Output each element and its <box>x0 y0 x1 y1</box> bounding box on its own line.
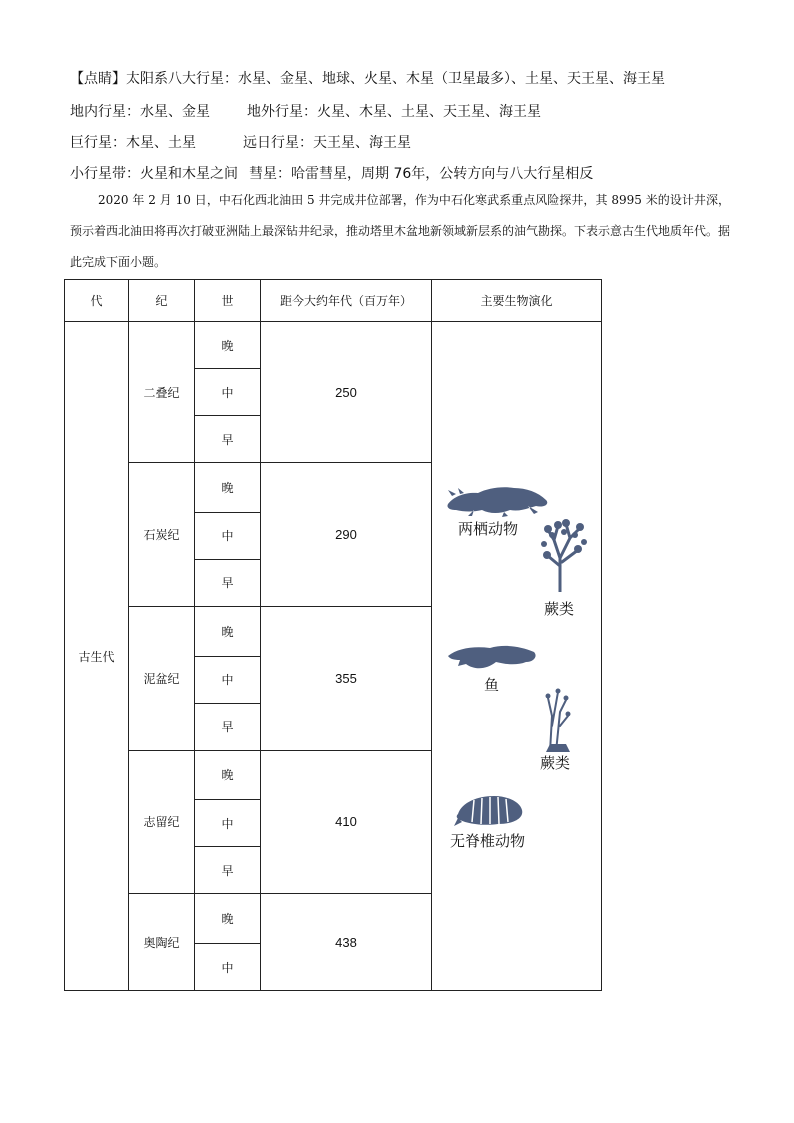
period-cell: 泥盆纪 <box>129 606 195 750</box>
age-cell: 250 <box>261 322 432 463</box>
epoch-cell: 早 <box>195 559 261 606</box>
label-fish: 鱼 <box>484 677 500 694</box>
note-line-planets <box>70 68 665 88</box>
period-cell: 志留纪 <box>129 750 195 894</box>
comet: 彗星：哈雷彗星，周期 76年，公转方向与八大行星相反 <box>249 166 594 182</box>
label-fern-2: 蕨类 <box>540 755 571 772</box>
note-line-asteroid-comet <box>70 163 594 183</box>
header-period: 纪 <box>129 280 195 322</box>
evolution-illustration <box>432 322 601 990</box>
period-cell: 石炭纪 <box>129 463 195 607</box>
planets-list: 太阳系八大行星：水星、金星、地球、火星、木星（卫星最多）、土星、天王星、海王星 <box>126 71 665 87</box>
epoch-cell: 晚 <box>195 463 261 513</box>
epoch-cell: 中 <box>195 944 261 991</box>
age-cell: 355 <box>261 606 432 750</box>
note-line-inner-outer <box>70 101 541 121</box>
period-cell: 奥陶纪 <box>129 894 195 991</box>
fern-tree-illustration <box>540 518 588 592</box>
question-passage <box>70 185 730 278</box>
period-cell: 二叠纪 <box>129 322 195 463</box>
invertebrate-illustration <box>454 792 526 828</box>
epoch-cell: 中 <box>195 656 261 703</box>
epoch-cell: 晚 <box>195 750 261 800</box>
inner-planets: 地内行星：水星、金星 <box>70 104 210 120</box>
label-fern-1: 蕨类 <box>544 601 575 618</box>
epoch-cell: 晚 <box>195 606 261 656</box>
table-row <box>65 322 602 369</box>
giant-planets: 巨行星：木星、土星 <box>70 135 196 151</box>
epoch-cell: 中 <box>195 369 261 416</box>
header-epoch: 世 <box>195 280 261 322</box>
passage-text: 2020 年 2 月 10 日，中石化西北油田 5 井完成井位部署，作为中石化寒武系重点风险探井，其 8995 米的设计井深，预示着西北油田将再次打破亚洲陆上最深钻井纪录，推动塔里木盆地新领域新层系的油气勘探。下表示意古生代地质年代。据此完成下面小题。 <box>70 193 731 269</box>
label-amphibian: 两栖动物 <box>458 521 519 538</box>
epoch-cell: 早 <box>195 416 261 463</box>
age-cell: 438 <box>261 894 432 991</box>
era-cell: 古生代 <box>65 322 129 991</box>
label-invertebrate: 无脊椎动物 <box>450 833 526 850</box>
age-cell: 290 <box>261 463 432 607</box>
geologic-time-table <box>64 279 602 991</box>
table-header-row <box>65 280 602 322</box>
epoch-cell: 晚 <box>195 322 261 369</box>
header-age: 距今大约年代（百万年） <box>261 280 432 322</box>
epoch-cell: 中 <box>195 800 261 847</box>
age-cell: 410 <box>261 750 432 894</box>
fish-illustration <box>446 640 538 672</box>
epoch-cell: 早 <box>195 847 261 894</box>
note-line-giant-far <box>70 132 411 152</box>
header-era: 代 <box>65 280 129 322</box>
amphibian-illustration <box>444 482 554 518</box>
epoch-cell: 中 <box>195 512 261 559</box>
epoch-cell: 早 <box>195 703 261 750</box>
evolution-cell <box>432 322 602 991</box>
asteroid-belt: 小行星带：火星和木星之间 <box>70 166 238 182</box>
far-planets: 远日行星：天王星、海王星 <box>243 135 411 151</box>
header-evolution: 主要生物演化 <box>432 280 602 322</box>
epoch-cell: 晚 <box>195 894 261 944</box>
outer-planets: 地外行星：火星、木星、土星、天王星、海王星 <box>247 104 541 120</box>
note-highlight-tag: 【点睛】 <box>70 71 126 87</box>
fern-stems-illustration <box>542 686 574 752</box>
